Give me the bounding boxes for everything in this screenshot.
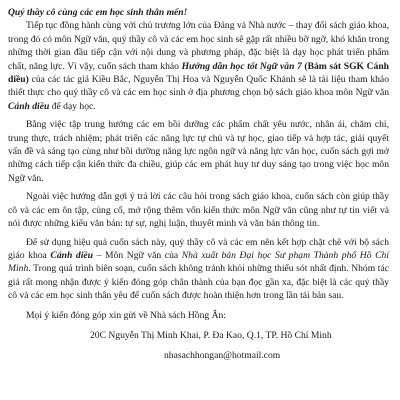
series-note: (Bám sát SGK Cánh diều) [8,60,389,86]
canh-dieu-emphasis: Cánh diều [8,100,50,112]
canh-dieu-emphasis-2: Cánh diều [50,249,93,261]
publisher-email: nhasachhongan@hotmail.com [164,350,281,362]
publisher-address: 20C Nguyễn Thị Minh Khai, P. Đa Kao, Q.1, TP. Hồ Chí Minh [90,329,332,341]
book-title: Hướng dẫn học tốt Ngữ văn 7 [181,60,302,72]
usage-text-b: – Môn Ngữ văn của [92,249,182,261]
feedback-note: Mọi ý kiến đóng góp xin gửi về Nhà sách Hồng Ân: [26,309,226,321]
intro-text-c: để dạy học. [49,100,96,112]
intro-text-b: của các tác giả Kiều Bắc, Nguyễn Thị Hoa và Nguyễn Quốc Khánh sẽ là tài liệu tham khảo thiết thực cho quý thầy cô và các em học sinh ở địa phương chọn bộ sách giáo khoa môn Ngữ văn [8,74,389,99]
intro-paragraph [8,19,389,113]
publisher-name: Nhà xuất bản Đại học Sư phạm Thành phố Hồ Chí Minh [8,249,389,275]
review-paragraph: Ngoài việc hướng dẫn gợi ý trả lời các câu hỏi trong sách giáo khoa, cuốn sách còn giúp thầy cô và các em ôn tập, củng cố, mở rộng thêm vốn kiến thức môn Ngữ văn cũng như tự tin viết và nói được những kiểu văn bản: tự sự, nghị luận, thuyết minh và văn bản thông tin. [8,191,389,230]
intro-text-a: Tiếp tục đồng hành cùng với chủ trương lớn của Đảng và Nhà nước – thay đổi sách giáo khoa, trong đó có môn Ngữ văn, quý thầy cô và các em học sinh sẽ gặp rất nhiều bỡ ngỡ, khó khăn trong những thời gian đầu tiếp cận với nội dung và phương pháp, đặc biệt là dạy học phát triển phẩm chất, năng lực. Vì vậy, cuốn sách tham khảo [8,20,389,72]
qualities-paragraph: Bằng việc tập trung hướng các em bồi dưỡng các phẩm chất yêu nước, nhân ái, chăm chỉ, trung thực, trách nhiệm; phát triển các năng lực tự chủ và tự học, giao tiếp và hợp tác, giải quyết vấn đề và sáng tạo cùng như bồi dưỡng năng lực ngôn ngữ và năng lực văn học, cuốn sách gợi mở những cách tiếp cận kiến thức đa chiều, giúp các em phát huy tư duy sáng tạo trong việc học môn Ngữ văn. [8,119,389,184]
usage-text-a: Để sử dụng hiệu quả cuốn sách này, quý thầy cô và các em nên kết hợp chặt chẽ với bộ sách giáo khoa [8,236,389,261]
greeting: Quý thầy cô cùng các em học sinh thân mến! [8,7,188,18]
usage-text-c: . Trong quá trình biên soạn, cuốn sách không tránh khỏi những thiếu sót nhất định. Nhóm tác giả rất mong nhận được ý kiến đóng góp chân thành của bạn đọc gần xa, đặc biệt là các quý thầy cô và các em học sinh thân yêu để cuốn sách được hoàn thiện hơn trong lần tái bản sau. [8,263,389,302]
usage-paragraph [8,236,389,303]
